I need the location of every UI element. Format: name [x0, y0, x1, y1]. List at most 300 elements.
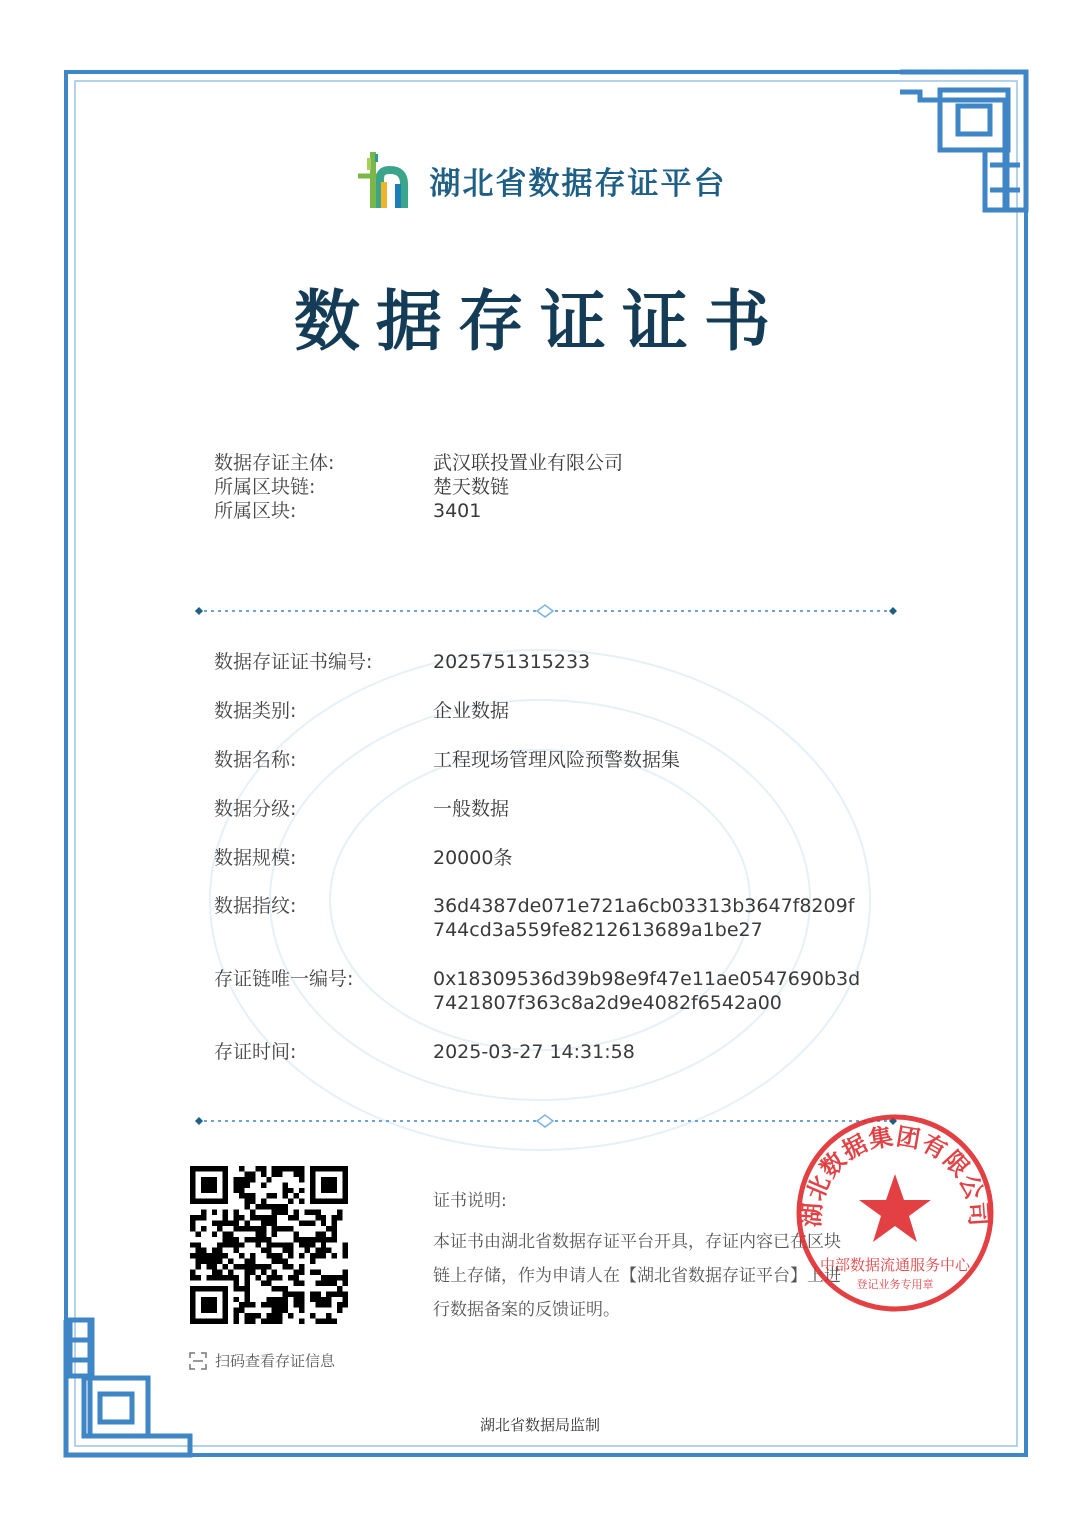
qr-module [228, 1275, 233, 1280]
qr-module [294, 1291, 299, 1296]
qr-module [266, 1280, 271, 1285]
qr-module [244, 1280, 249, 1285]
qr-module [272, 1215, 277, 1220]
qr-module [239, 1286, 244, 1291]
qr-module [299, 1188, 304, 1193]
qr-module [343, 1297, 348, 1302]
qr-module [337, 1210, 342, 1215]
qr-module [212, 1264, 217, 1269]
qr-module [217, 1220, 222, 1225]
qr-module [288, 1166, 293, 1171]
qr-module [321, 1253, 326, 1258]
qr-module [201, 1215, 206, 1220]
qr-module [266, 1220, 271, 1225]
qr-code[interactable] [190, 1166, 348, 1324]
qr-module [326, 1291, 331, 1296]
qr-module [190, 1226, 195, 1231]
qr-module [310, 1237, 315, 1242]
qr-module [261, 1302, 266, 1307]
qr-module [255, 1226, 260, 1231]
qr-module [315, 1248, 320, 1253]
qr-module [283, 1188, 288, 1193]
qr-module [261, 1264, 266, 1269]
qr-module [217, 1259, 222, 1264]
qr-module [234, 1308, 239, 1313]
qr-module [250, 1264, 255, 1269]
qr-module [283, 1226, 288, 1231]
scan-hint-label: 扫码查看存证信息 [215, 1352, 336, 1370]
qr-module [310, 1291, 315, 1296]
qr-module [266, 1264, 271, 1269]
qr-module [239, 1242, 244, 1247]
qr-module [277, 1302, 282, 1307]
qr-module [337, 1215, 342, 1220]
qr-module [321, 1297, 326, 1302]
qr-module [332, 1237, 337, 1242]
qr-module [244, 1259, 249, 1264]
qr-module [277, 1259, 282, 1264]
qr-module [326, 1297, 331, 1302]
qr-module [321, 1215, 326, 1220]
qr-module [250, 1215, 255, 1220]
qr-module [304, 1210, 309, 1215]
qr-module [212, 1253, 217, 1258]
qr-module [299, 1253, 304, 1258]
qr-module [332, 1220, 337, 1225]
note-line: 链上存储，作为申请人在【湖北省数据存证平台】上进 [433, 1266, 841, 1286]
field-label: 数据规模: [214, 847, 297, 869]
qr-module [332, 1280, 337, 1285]
qr-module [315, 1297, 320, 1302]
qr-module [288, 1264, 293, 1269]
field-value: 工程现场管理风险预警数据集 [433, 749, 681, 771]
qr-module [294, 1210, 299, 1215]
qr-module [343, 1275, 348, 1280]
qr-module [223, 1275, 228, 1280]
qr-module [250, 1171, 255, 1176]
platform-name: 湖北省数据存证平台 [429, 165, 727, 202]
platform-logo-icon [354, 148, 412, 212]
qr-module [304, 1237, 309, 1242]
qr-module [315, 1270, 320, 1275]
qr-module [272, 1242, 277, 1247]
qr-module [239, 1253, 244, 1258]
qr-module [217, 1270, 222, 1275]
qr-module [283, 1259, 288, 1264]
qr-module [244, 1270, 249, 1275]
seal-top-text: 湖北数据集团有限公司 [796, 1121, 994, 1228]
qr-module [277, 1319, 282, 1324]
qr-module [266, 1248, 271, 1253]
qr-module [255, 1204, 260, 1209]
qr-module [234, 1215, 239, 1220]
qr-module [255, 1264, 260, 1269]
qr-module [332, 1291, 337, 1296]
official-seal [790, 1108, 1000, 1318]
qr-module [261, 1171, 266, 1176]
qr-module [255, 1242, 260, 1247]
qr-module [326, 1319, 331, 1324]
qr-module [266, 1204, 271, 1209]
qr-module [272, 1275, 277, 1280]
qr-module [283, 1248, 288, 1253]
qr-module [217, 1226, 222, 1231]
qr-finder-pattern [201, 1297, 217, 1313]
qr-module [288, 1242, 293, 1247]
qr-module [261, 1204, 266, 1209]
qr-module [294, 1237, 299, 1242]
qr-module [288, 1199, 293, 1204]
qr-module [332, 1253, 337, 1258]
qr-module [272, 1308, 277, 1313]
qr-module [283, 1286, 288, 1291]
qr-module [277, 1171, 282, 1176]
qr-module [272, 1270, 277, 1275]
qr-module [272, 1204, 277, 1209]
field-label: 数据类别: [214, 700, 297, 722]
qr-module [239, 1302, 244, 1307]
qr-module [288, 1226, 293, 1231]
qr-module [234, 1237, 239, 1242]
qr-module [283, 1193, 288, 1198]
qr-module [321, 1302, 326, 1307]
qr-module [234, 1177, 239, 1182]
qr-module [299, 1237, 304, 1242]
qr-module [304, 1248, 309, 1253]
qr-module [266, 1319, 271, 1324]
qr-module [321, 1242, 326, 1247]
qr-module [266, 1302, 271, 1307]
qr-module [310, 1313, 315, 1318]
qr-module [272, 1313, 277, 1318]
qr-module [337, 1308, 342, 1313]
qr-module [310, 1220, 315, 1225]
qr-module [277, 1242, 282, 1247]
qr-module [234, 1297, 239, 1302]
field-value: 36d4387de071e721a6cb03313b3647f8209f [433, 895, 855, 917]
qr-module [223, 1237, 228, 1242]
qr-module [250, 1319, 255, 1324]
qr-module [212, 1275, 217, 1280]
qr-module [261, 1237, 266, 1242]
qr-module [250, 1253, 255, 1258]
qr-module [299, 1264, 304, 1269]
qr-module [244, 1319, 249, 1324]
qr-module [299, 1166, 304, 1171]
qr-module [244, 1226, 249, 1231]
section-divider [194, 604, 898, 618]
qr-module [272, 1226, 277, 1231]
field-label: 存证时间: [214, 1041, 297, 1063]
qr-module [228, 1270, 233, 1275]
qr-module [321, 1220, 326, 1225]
qr-module [299, 1308, 304, 1313]
qr-module [261, 1280, 266, 1285]
qr-module [234, 1182, 239, 1187]
qr-module [201, 1226, 206, 1231]
field-value: 武汉联投置业有限公司 [433, 452, 624, 474]
qr-module [239, 1308, 244, 1313]
qr-module [299, 1270, 304, 1275]
qr-module [277, 1286, 282, 1291]
field-value: 一般数据 [433, 798, 510, 820]
qr-module [206, 1259, 211, 1264]
qr-module [294, 1166, 299, 1171]
qr-module [283, 1182, 288, 1187]
qr-module [206, 1275, 211, 1280]
footer-issuer: 湖北省数据局监制 [479, 1416, 600, 1434]
qr-module [299, 1280, 304, 1285]
qr-module [250, 1259, 255, 1264]
qr-module [261, 1270, 266, 1275]
qr-module [294, 1297, 299, 1302]
qr-module [212, 1231, 217, 1236]
qr-module [310, 1297, 315, 1302]
qr-module [277, 1226, 282, 1231]
qr-module [212, 1248, 217, 1253]
field-label: 数据分级: [214, 798, 297, 820]
qr-module [294, 1231, 299, 1236]
qr-module [272, 1319, 277, 1324]
qr-module [239, 1188, 244, 1193]
qr-module [299, 1177, 304, 1182]
qr-module [212, 1259, 217, 1264]
qr-module [266, 1215, 271, 1220]
qr-module [190, 1270, 195, 1275]
qr-module [283, 1242, 288, 1247]
qr-module [294, 1193, 299, 1198]
qr-module [234, 1248, 239, 1253]
qr-module [255, 1166, 260, 1171]
qr-module [266, 1297, 271, 1302]
scan-hint [189, 1350, 335, 1371]
qr-module [299, 1220, 304, 1225]
qr-module [244, 1302, 249, 1307]
qr-module [190, 1242, 195, 1247]
qr-module [310, 1210, 315, 1215]
seal-small-text: 登记业务专用章 [856, 1278, 934, 1291]
qr-module [294, 1215, 299, 1220]
qr-module [272, 1259, 277, 1264]
qr-module [239, 1264, 244, 1269]
qr-module [217, 1248, 222, 1253]
qr-module [266, 1177, 271, 1182]
qr-module [332, 1215, 337, 1220]
qr-module [288, 1291, 293, 1296]
qr-module [234, 1188, 239, 1193]
qr-module [250, 1177, 255, 1182]
qr-module [310, 1242, 315, 1247]
qr-module [283, 1210, 288, 1215]
certificate-title: 数据存证证书 [294, 283, 786, 360]
qr-module [337, 1275, 342, 1280]
qr-module [283, 1264, 288, 1269]
qr-module [321, 1248, 326, 1253]
qr-module [277, 1297, 282, 1302]
qr-module [315, 1302, 320, 1307]
qr-module [223, 1253, 228, 1258]
qr-module [272, 1166, 277, 1171]
field-value-continued: 744cd3a559fe8212613689a1be27 [433, 919, 763, 941]
qr-module [228, 1220, 233, 1225]
qr-module [343, 1270, 348, 1275]
seal-star-icon [859, 1174, 931, 1242]
qr-module [228, 1259, 233, 1264]
qr-module [272, 1286, 277, 1291]
field-value: 楚天数链 [433, 476, 510, 498]
qr-module [294, 1302, 299, 1307]
field-value: 0x18309536d39b98e9f47e11ae0547690b3d [433, 968, 861, 990]
qr-module [299, 1297, 304, 1302]
scan-icon [189, 1352, 207, 1370]
qr-module [195, 1248, 200, 1253]
qr-module [266, 1242, 271, 1247]
qr-module [288, 1188, 293, 1193]
qr-module [332, 1319, 337, 1324]
note-title: 证书说明: [433, 1191, 507, 1211]
qr-module [244, 1204, 249, 1209]
qr-module [217, 1253, 222, 1258]
qr-module [195, 1215, 200, 1220]
platform-header [0, 148, 1080, 212]
qr-module [272, 1297, 277, 1302]
qr-module [283, 1297, 288, 1302]
field-label: 数据存证证书编号: [214, 651, 373, 673]
qr-module [277, 1204, 282, 1209]
qr-module [343, 1242, 348, 1247]
qr-module [277, 1253, 282, 1258]
qr-module [212, 1210, 217, 1215]
qr-module [223, 1242, 228, 1247]
qr-module [337, 1286, 342, 1291]
qr-module [201, 1259, 206, 1264]
qr-module [294, 1270, 299, 1275]
qr-module [277, 1166, 282, 1171]
qr-module [250, 1226, 255, 1231]
qr-module [244, 1275, 249, 1280]
qr-module [261, 1226, 266, 1231]
qr-module [288, 1253, 293, 1258]
qr-module [277, 1313, 282, 1318]
qr-module [337, 1302, 342, 1307]
qr-module [261, 1231, 266, 1236]
qr-module [255, 1275, 260, 1280]
qr-module [201, 1253, 206, 1258]
qr-module [337, 1291, 342, 1296]
field-value-continued: 7421807f363c8a2d9e4082f6542a00 [433, 992, 782, 1014]
field-value: 3401 [433, 500, 482, 522]
qr-module [326, 1237, 331, 1242]
qr-module [250, 1302, 255, 1307]
qr-module [310, 1259, 315, 1264]
qr-module [343, 1302, 348, 1307]
qr-module [190, 1215, 195, 1220]
qr-module [299, 1242, 304, 1247]
qr-module [234, 1275, 239, 1280]
qr-module [250, 1313, 255, 1318]
qr-module [250, 1210, 255, 1215]
qr-module [201, 1248, 206, 1253]
note-line: 行数据备案的反馈证明。 [433, 1300, 620, 1320]
qr-module [223, 1215, 228, 1220]
qr-module [244, 1313, 249, 1318]
qr-module [315, 1291, 320, 1296]
qr-module [315, 1231, 320, 1236]
qr-module [261, 1166, 266, 1171]
qr-module [228, 1231, 233, 1236]
qr-module [250, 1237, 255, 1242]
qr-module [223, 1264, 228, 1269]
qr-module [288, 1275, 293, 1280]
field-label: 所属区块: [214, 500, 297, 522]
qr-module [244, 1193, 249, 1198]
qr-module [244, 1264, 249, 1269]
qr-module [266, 1253, 271, 1258]
qr-module [195, 1242, 200, 1247]
qr-module [326, 1248, 331, 1253]
qr-module [239, 1226, 244, 1231]
qr-module [223, 1231, 228, 1236]
qr-module [217, 1242, 222, 1247]
qr-module [321, 1237, 326, 1242]
qr-module [234, 1226, 239, 1231]
qr-module [294, 1275, 299, 1280]
qr-module [272, 1193, 277, 1198]
qr-module [277, 1210, 282, 1215]
qr-module [239, 1177, 244, 1182]
qr-module [250, 1193, 255, 1198]
qr-module [283, 1291, 288, 1296]
qr-module [244, 1237, 249, 1242]
qr-module [261, 1182, 266, 1187]
qr-module [272, 1220, 277, 1225]
seal-bottom-text: 中部数据流通服务中心 [819, 1256, 971, 1274]
qr-module [195, 1231, 200, 1236]
qr-module [223, 1220, 228, 1225]
field-value: 2025751315233 [433, 651, 591, 673]
qr-module [212, 1220, 217, 1225]
qr-module [315, 1237, 320, 1242]
qr-module [343, 1248, 348, 1253]
field-label: 存证链唯一编号: [214, 968, 354, 990]
qr-module [310, 1270, 315, 1275]
qr-finder-pattern [321, 1177, 337, 1193]
qr-module [326, 1275, 331, 1280]
qr-module [195, 1253, 200, 1258]
qr-module [244, 1291, 249, 1296]
qr-module [343, 1280, 348, 1285]
qr-module [261, 1319, 266, 1324]
qr-module [321, 1280, 326, 1285]
qr-module [299, 1171, 304, 1176]
qr-module [266, 1275, 271, 1280]
qr-module [304, 1242, 309, 1247]
qr-module [190, 1275, 195, 1280]
qr-module [195, 1259, 200, 1264]
qr-module [234, 1286, 239, 1291]
qr-module [255, 1237, 260, 1242]
qr-module [244, 1182, 249, 1187]
qr-module [272, 1210, 277, 1215]
qr-module [326, 1313, 331, 1318]
qr-module [206, 1264, 211, 1269]
qr-module [244, 1220, 249, 1225]
qr-module [343, 1291, 348, 1296]
qr-module [234, 1313, 239, 1318]
qr-module [239, 1182, 244, 1187]
qr-module [195, 1264, 200, 1269]
qr-module [326, 1226, 331, 1231]
